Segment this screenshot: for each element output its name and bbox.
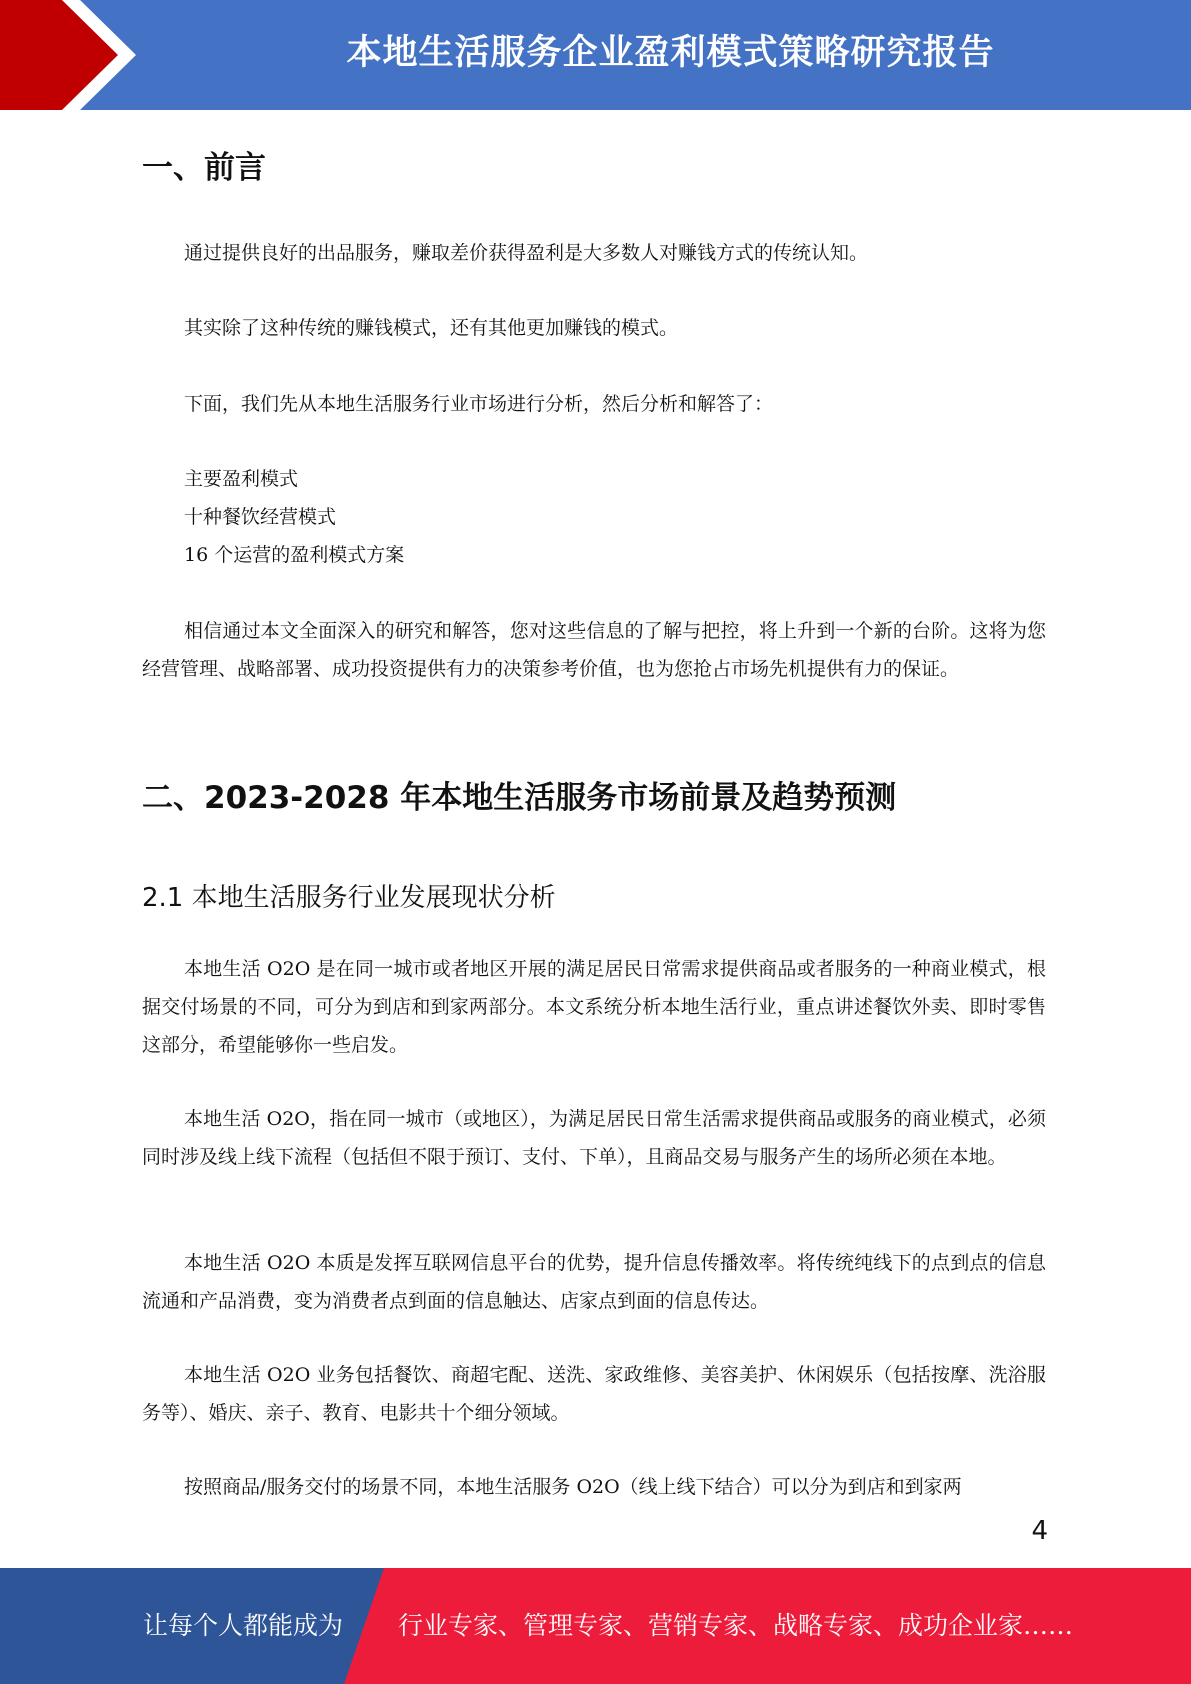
list-item: 主要盈利模式	[184, 468, 299, 490]
section-heading-forecast: 二、2023-2028 年本地生活服务市场前景及趋势预测	[142, 780, 897, 816]
paragraph: 通过提供良好的出品服务，赚取差价获得盈利是大多数人对赚钱方式的传统认知。	[184, 242, 869, 264]
section-heading-preface: 一、前言	[142, 150, 266, 186]
paragraph: 本地生活 O2O 是在同一城市或者地区开展的满足居民日常需求提供商品或者服务的一种商业模式，根据交付场景的不同，可分为到店和到家两部分。本文系统分析本地生活行业，重点讲述餐饮外卖、即时零售这部分，希望能够你一些启发。	[142, 958, 1046, 1056]
footer-slogan-right: 行业专家、管理专家、营销专家、战略专家、成功企业家……	[398, 1611, 1074, 1640]
report-title: 本地生活服务企业盈利模式策略研究报告	[346, 33, 995, 73]
chevron-arrow-icon	[0, 0, 150, 110]
profit-model-list	[184, 460, 404, 574]
paragraph: 下面，我们先从本地生活服务行业市场进行分析，然后分析和解答了：	[184, 393, 774, 415]
list-item: 16 个运营的盈利模式方案	[184, 544, 405, 566]
subsection-heading: 2.1 本地生活服务行业发展现状分析	[142, 883, 556, 913]
paragraph: 按照商品/服务交付的场景不同，本地生活服务 O2O（线上线下结合）可以分为到店和到家两	[184, 1476, 962, 1498]
paragraph: 本地生活 O2O 本质是发挥互联网信息平台的优势，提升信息传播效率。将传统纯线下的点到点的信息流通和产品消费，变为消费者点到面的信息触达、店家点到面的信息传达。	[142, 1252, 1046, 1312]
header-banner	[0, 0, 1191, 110]
list-item: 十种餐饮经营模式	[184, 506, 337, 528]
paragraph: 相信通过本文全面深入的研究和解答，您对这些信息的了解与把控，将上升到一个新的台阶。这将为您经营管理、战略部署、成功投资提供有力的决策参考价值，也为您抢占市场先机提供有力的保证。	[142, 620, 1046, 680]
paragraph: 其实除了这种传统的赚钱模式，还有其他更加赚钱的模式。	[184, 317, 679, 339]
footer-banner	[0, 1568, 1191, 1684]
paragraph: 本地生活 O2O，指在同一城市（或地区），为满足居民日常生活需求提供商品或服务的商业模式，必须同时涉及线上线下流程（包括但不限于预订、支付、下单），且商品交易与服务产生的场所必须在本地。	[142, 1108, 1046, 1168]
page-number: 4	[1031, 1516, 1048, 1546]
footer-slogan-left: 让每个人都能成为	[143, 1611, 344, 1640]
paragraph: 本地生活 O2O 业务包括餐饮、商超宅配、送洗、家政维修、美容美护、休闲娱乐（包括按摩、洗浴服务等）、婚庆、亲子、教育、电影共十个细分领域。	[142, 1364, 1046, 1424]
